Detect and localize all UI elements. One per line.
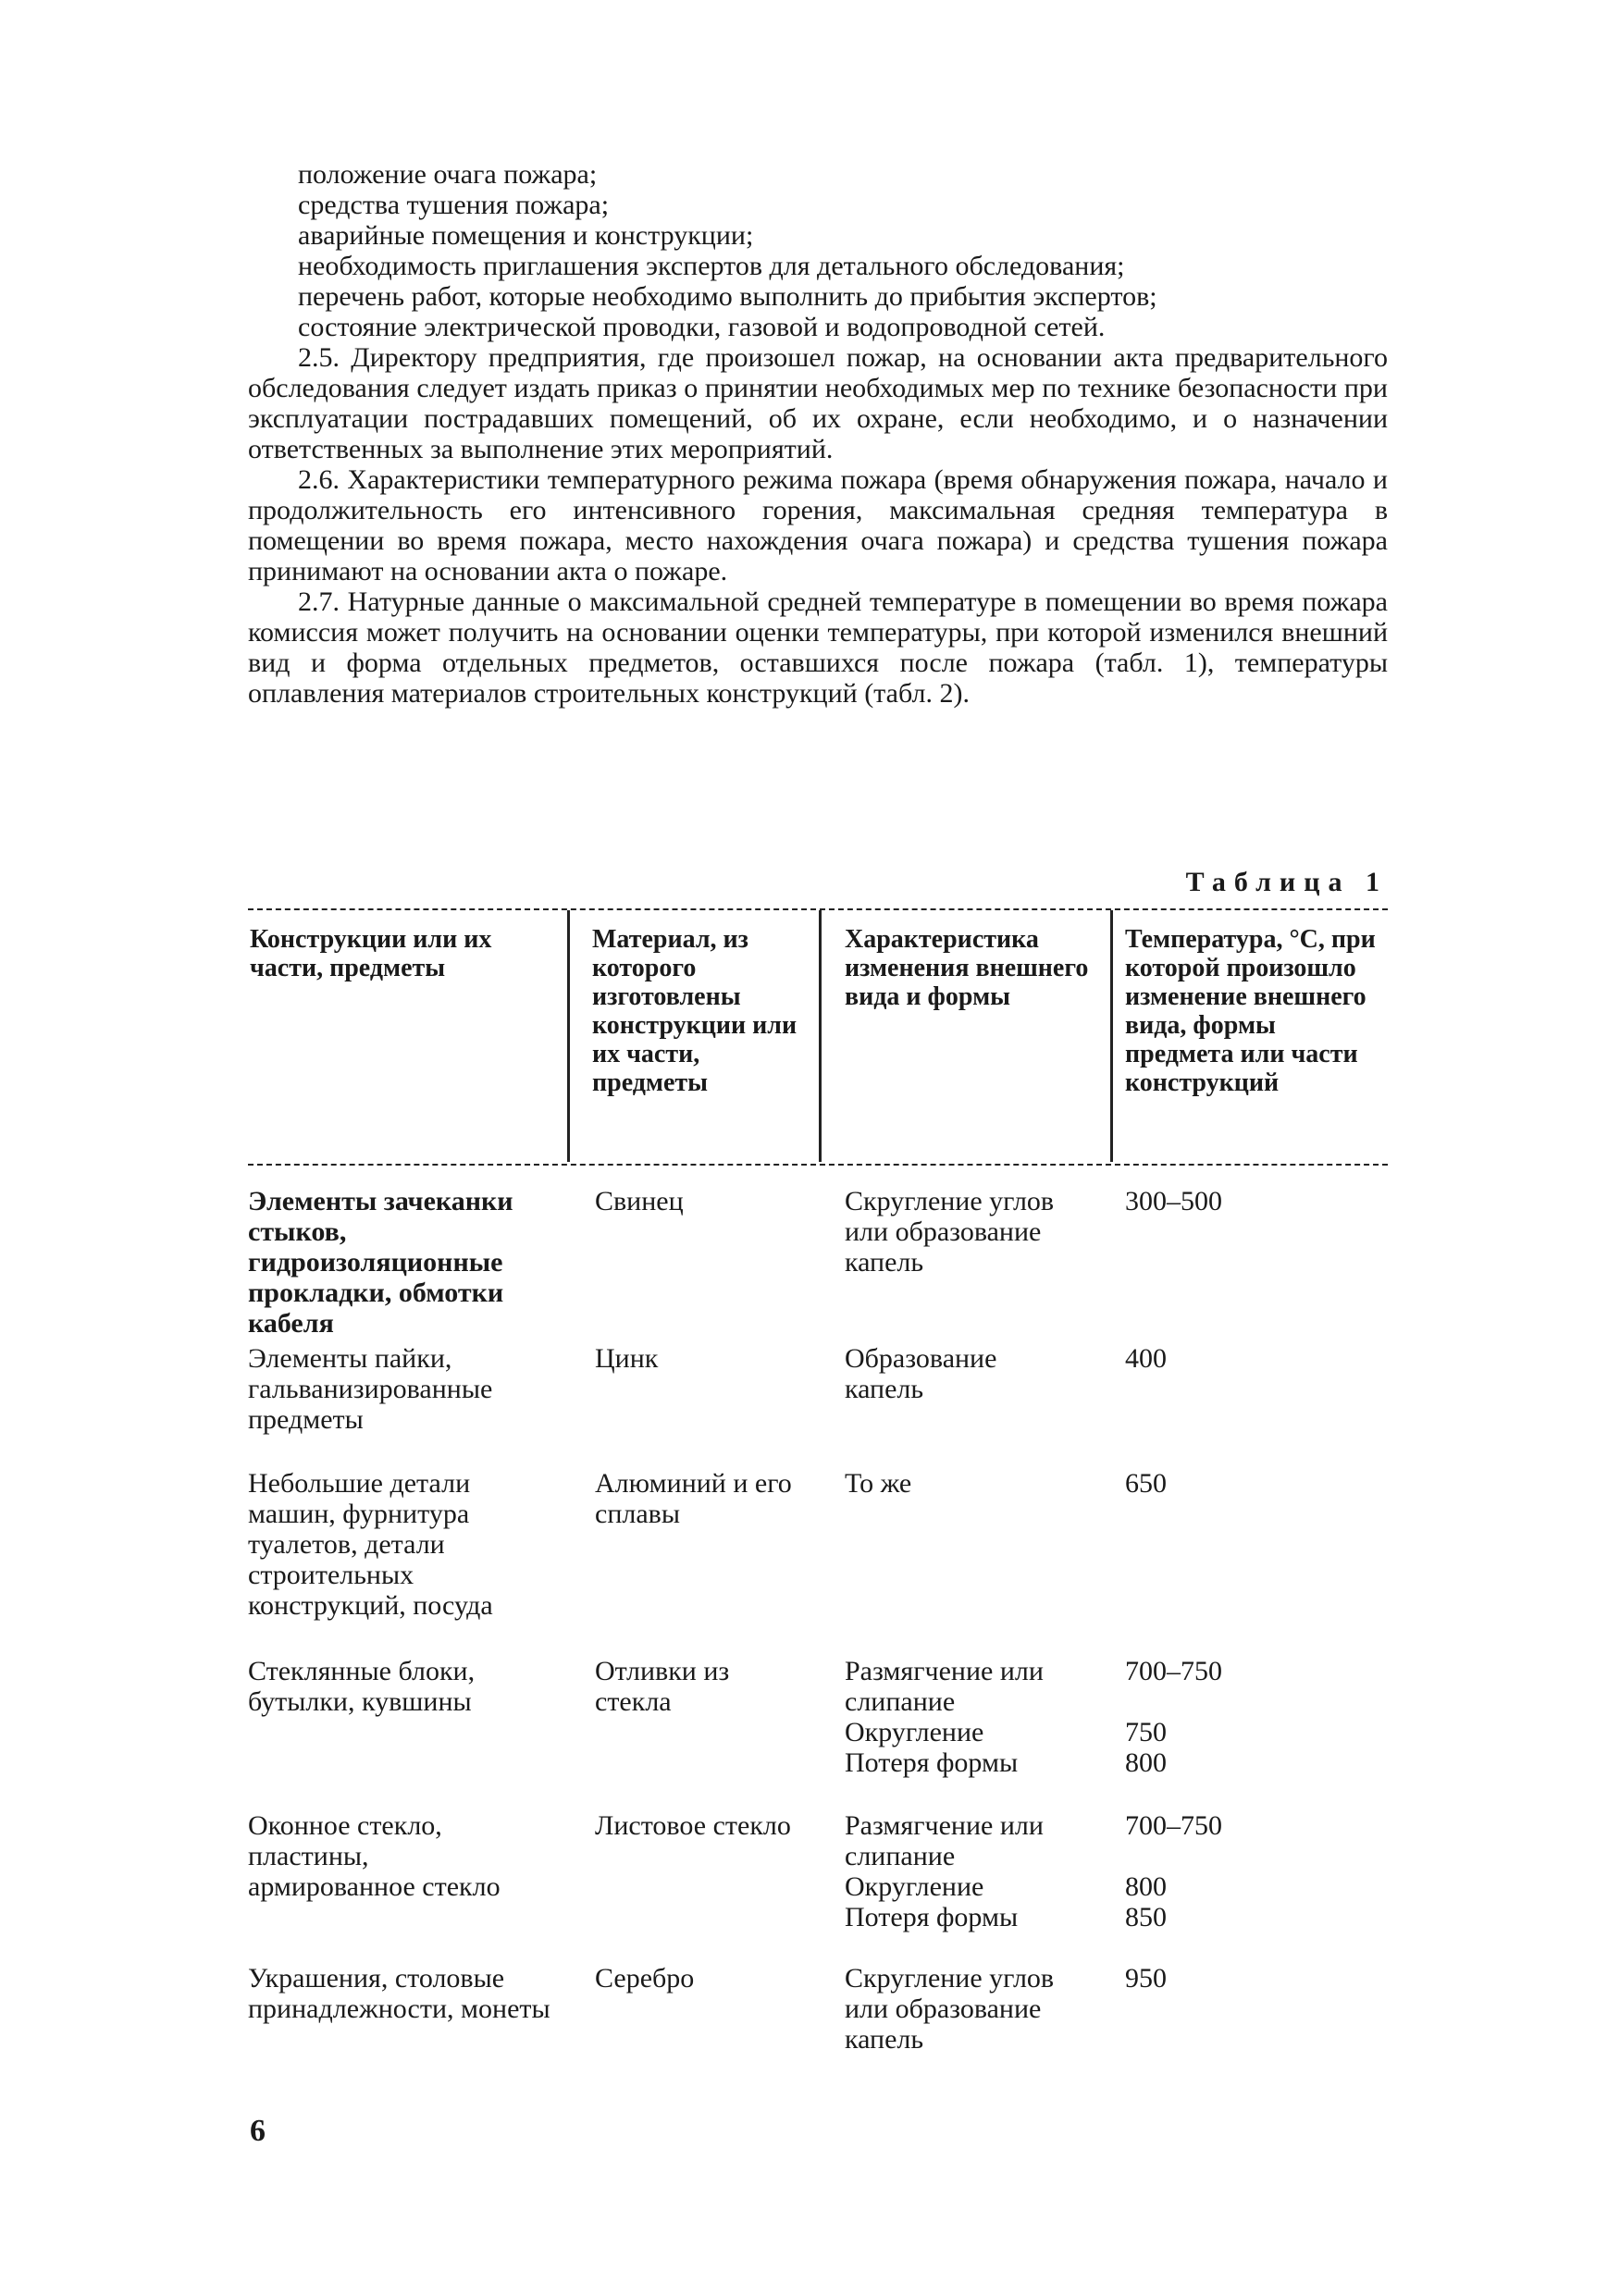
paragraph-2-5: 2.5. Директору предприятия, где произошел пожар, на основании акта предварительного обследования следует издать приказ о принятии необходимых мер по технике безопасности при эксплуатации пострадавших помещений, об их охране, если необходимо, и о назначении ответственных за выполнение этих мероприятий. xyxy=(248,342,1388,464)
table-header-rule xyxy=(248,1164,1388,1166)
list-item: необходимость приглашения экспертов для детального обследования; xyxy=(298,251,1125,281)
cell-item: Небольшие детали машин, фурнитура туалетов, детали строительных конструкций, посуда xyxy=(248,1468,493,1621)
list-item: состояние электрической проводки, газовой и водопроводной сетей. xyxy=(298,312,1106,342)
cell-change: Размягчение или слипание xyxy=(845,1810,1044,1871)
header-temperature: Температура, °С, при которой произошло изменение внешнего вида, формы предмета или части конструкций xyxy=(1125,925,1376,1097)
list-item: положение очага пожара; xyxy=(298,159,598,190)
header-construction: Конструкции или их части, предметы xyxy=(250,925,492,982)
header-change: Характеристика изменения внешнего вида и формы xyxy=(845,925,1089,1011)
cell-temp: 800 xyxy=(1125,1871,1167,1902)
cell-change: Потеря формы xyxy=(845,1747,1019,1778)
cell-item: Оконное стекло, пластины, армированное стекло xyxy=(248,1810,501,1902)
cell-temp: 300–500 xyxy=(1125,1186,1222,1216)
cell-item: Украшения, столовые принадлежности, монеты xyxy=(248,1963,550,2024)
cell-item: Элементы пайки, гальванизированные предметы xyxy=(248,1343,493,1435)
cell-change: Размягчение или слипание xyxy=(845,1656,1044,1717)
header-material: Материал, из которого изготовлены конструкции или их части, предметы xyxy=(592,925,798,1097)
cell-material: Алюминий и его сплавы xyxy=(595,1468,792,1529)
cell-temp: 650 xyxy=(1125,1468,1167,1499)
page-number: 6 xyxy=(250,2114,266,2148)
cell-temp: 950 xyxy=(1125,1963,1167,1994)
cell-change: Округление xyxy=(845,1871,984,1902)
page-content xyxy=(248,159,1388,2055)
cell-temp: 400 xyxy=(1125,1343,1167,1374)
list-item: перечень работ, которые необходимо выполнить до прибытия экспертов; xyxy=(298,281,1157,312)
cell-item: Стеклянные блоки, бутылки, кувшины xyxy=(248,1656,476,1717)
cell-temp: 850 xyxy=(1125,1902,1167,1932)
cell-material: Серебро xyxy=(595,1963,695,1994)
list-item: аварийные помещения и конструкции; xyxy=(298,220,754,251)
cell-change: Скругление углов или образование капель xyxy=(845,1186,1055,1278)
cell-change: Образование капель xyxy=(845,1343,997,1404)
cell-change: Скругление углов или образование капель xyxy=(845,1963,1055,2055)
paragraph-2-7: 2.7. Натурные данные о максимальной средней температуре в помещении во время пожара комиссия может получить на основании оценки температуры, при которой изменился внешний вид и форма отдельных предметов, оставшихся после пожара (табл. 1), температуры оплавления материалов строительных конструкций (табл. 2). xyxy=(248,586,1388,709)
cell-temp: 800 xyxy=(1125,1747,1167,1778)
cell-change: То же xyxy=(845,1468,912,1499)
cell-material: Свинец xyxy=(595,1186,684,1216)
cell-item: Элементы зачеканки стыков, гидроизоляционные прокладки, обмотки кабеля xyxy=(248,1186,513,1339)
paragraph-2-6: 2.6. Характеристики температурного режима пожара (время обнаружения пожара, начало и продолжительность его интенсивного горения, максимальная средняя температура в помещении во время пожара, место нахождения очага пожара) и средства тушения пожара принимают на основании акта о пожаре. xyxy=(248,464,1388,586)
cell-temp: 750 xyxy=(1125,1717,1167,1747)
cell-temp: 700–750 xyxy=(1125,1810,1222,1841)
cell-material: Листовое стекло xyxy=(595,1810,791,1841)
cell-change: Потеря формы xyxy=(845,1902,1019,1932)
table-title: Таблица 1 xyxy=(1185,867,1388,897)
cell-material: Отливки из стекла xyxy=(595,1656,730,1717)
column-divider xyxy=(1110,910,1113,1162)
column-divider xyxy=(567,910,570,1162)
column-divider xyxy=(819,910,822,1162)
table-top-rule xyxy=(248,908,1388,910)
cell-change: Округление xyxy=(845,1717,984,1747)
cell-material: Цинк xyxy=(595,1343,659,1374)
list-item: средства тушения пожара; xyxy=(298,190,610,220)
cell-temp: 700–750 xyxy=(1125,1656,1222,1686)
